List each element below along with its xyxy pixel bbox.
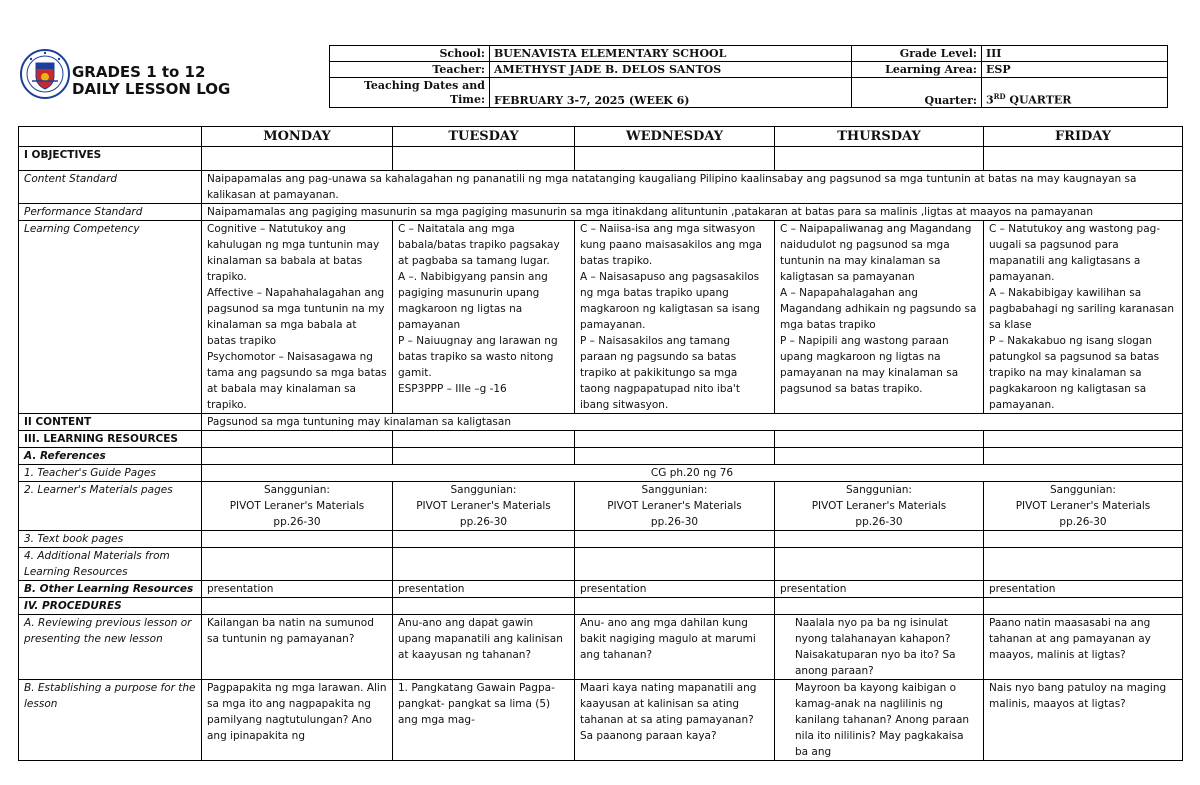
header-info-table	[329, 45, 1168, 108]
day-header-wednesday: WEDNESDAY	[575, 127, 775, 147]
learners-materials-label: 2. Learner's Materials pages	[19, 482, 202, 531]
learners-materials-friday	[984, 482, 1183, 531]
learners-materials-row	[19, 482, 1183, 531]
form-title-line2: DAILY LESSON LOG	[72, 80, 231, 98]
competency-wednesday	[575, 221, 775, 414]
content-standard-label: Content Standard	[19, 171, 202, 204]
competency-item: A – Naisasapuso ang pagsasakilos ng mga batas trapiko upang magkaroon ng kaligtasan sa isang pamayanan.	[580, 271, 760, 331]
teacher-value: AMETHYST JADE B. DELOS SANTOS	[490, 62, 852, 78]
review-tuesday: Anu-ano ang dapat gawin upang mapanatili ang kalinisan at kaayusan ng tahanan?	[393, 615, 575, 680]
learners-materials-wednesday	[575, 482, 775, 531]
lm-source-title: PIVOT Leraner's Materials	[607, 500, 742, 512]
competency-tuesday	[393, 221, 575, 414]
competency-item: A – Nakabibigay kawilihan sa pagbabahagi ng sariling karanasan sa klase	[989, 287, 1174, 331]
competency-item: P – Naiuugnay ang larawan ng batas trapiko sa wasto nitong gamit.	[398, 335, 558, 379]
quarter-word: QUARTER	[1005, 94, 1072, 107]
competency-thursday	[775, 221, 984, 414]
teachers-guide-label: 1. Teacher's Guide Pages	[19, 465, 202, 482]
competency-item: A –. Nabibigyang pansin ang pagiging masunurin upang magkaroon ng ligtas na pamayanan	[398, 271, 548, 331]
competency-item: C – Naipapaliwanag ang Magandang naidudulot ng pagsunod sa mga tuntunin na may kinalaman sa kaligtasan sa pamayanan	[780, 223, 972, 283]
day-header-thursday: THURSDAY	[775, 127, 984, 147]
competency-code: ESP3PPP – IIIe –g -16	[398, 383, 507, 395]
other-resources-thursday: presentation	[775, 581, 984, 598]
procedures-row	[19, 598, 1183, 615]
performance-standard-row	[19, 204, 1183, 221]
grade-level-label: Grade Level:	[852, 46, 982, 62]
additional-materials-label: 4. Additional Materials from Learning Resources	[19, 548, 202, 581]
review-friday: Paano natin maasasabi na ang tahanan at ang pamayanan ay maayos, malinis at ligtas?	[984, 615, 1183, 680]
review-thursday: Naalala nyo pa ba ng isinulat nyong talahanayan kahapon? Naisakatuparan nyo ba ito? Sa anong paraan?	[775, 615, 984, 680]
other-resources-tuesday: presentation	[393, 581, 575, 598]
reviewing-lesson-label: A. Reviewing previous lesson or presenting the new lesson	[19, 615, 202, 680]
establishing-purpose-label: B. Establishing a purpose for the lesson	[19, 680, 202, 761]
other-resources-friday: presentation	[984, 581, 1183, 598]
teaching-dates-label	[330, 78, 490, 108]
day-header-tuesday: TUESDAY	[393, 127, 575, 147]
content-value: Pagsunod sa mga tuntuning may kinalaman sa kaligtasan	[202, 414, 1183, 431]
references-row	[19, 448, 1183, 465]
additional-materials-row	[19, 548, 1183, 581]
purpose-monday: Pagpapakita ng mga larawan. Alin sa mga ito ang nagpapakita ng pamilyang nagtutulungan? Ano ang ipinapakita ng	[202, 680, 393, 761]
objectives-row	[19, 147, 1183, 171]
lm-source-title: PIVOT Leraner's Materials	[416, 500, 551, 512]
lm-source-title: PIVOT Leraner's Materials	[1015, 500, 1151, 512]
competency-item: C – Natutukoy ang wastong pag-uugali sa pagsunod para mapanatili ang kaligtasans a pamayanan.	[989, 223, 1161, 283]
learning-area-label: Learning Area:	[852, 62, 982, 78]
content-heading: II CONTENT	[19, 414, 202, 431]
content-standard-value: Naipapamalas ang pag-unawa sa kahalagahan ng pananatili ng mga natatanging kaugaliang Pilipino kaalinsabay ang pagsunod sa mga tuntunin at batas na may kaugnayan sa kalikasan at pamayanan.	[202, 171, 1183, 204]
lm-source-label: Sanggunian:	[450, 484, 517, 496]
purpose-tuesday: 1. Pangkatang Gawain Pagpa-pangkat- pangkat sa lima (5) ang mga mag-	[393, 680, 575, 761]
learning-area-value: ESP	[982, 62, 1168, 78]
competency-item: Affective – Napahahalagahan ang pagsunod sa mga tuntunin na my kinalaman sa mga babala at batas trapiko	[207, 287, 385, 347]
school-value: BUENAVISTA ELEMENTARY SCHOOL	[490, 46, 852, 62]
references-heading: A. References	[19, 448, 202, 465]
review-wednesday: Anu- ano ang mga dahilan kung bakit nagiging magulo at marumi ang tahanan?	[575, 615, 775, 680]
establishing-purpose-row	[19, 680, 1183, 761]
form-title-line1: GRADES 1 to 12	[72, 63, 206, 81]
reviewing-lesson-row	[19, 615, 1183, 680]
competency-item: Psychomotor – Naisasagawa ng tama ang pagsundo sa mga batas at babala may kinalaman sa trapiko.	[207, 351, 387, 411]
competency-item: Cognitive – Natutukoy ang kahulugan ng mga tuntunin may kinalaman sa babala at batas trapiko.	[207, 223, 380, 283]
teaching-dates-value: FEBRUARY 3-7, 2025 (WEEK 6)	[490, 78, 852, 108]
learners-materials-monday	[202, 482, 393, 531]
quarter-suffix: RD	[993, 92, 1006, 102]
objectives-heading: I OBJECTIVES	[19, 147, 202, 171]
purpose-wednesday: Maari kaya nating mapanatili ang kaayusan at kalinisan sa ating tahanan at sa ating pamayanan? Sa paanong paraan kaya?	[575, 680, 775, 761]
deped-seal-logo	[20, 47, 70, 101]
learning-competency-row	[19, 221, 1183, 414]
competency-item: P – Napipili ang wastong paraan upang magkaroon ng ligtas na pamayanan na may kinalaman sa pagsunod sa batas trapiko.	[780, 335, 959, 395]
other-resources-wednesday: presentation	[575, 581, 775, 598]
competency-item: P – Nakakabuo ng isang slogan patungkol sa pagsunod sa batas trapiko na may kinalaman sa pagkakaroon ng kaligtasan sa pamayanan.	[989, 335, 1160, 411]
lm-source-title: PIVOT Leraner's Materials	[811, 500, 947, 512]
learning-resources-heading: III. LEARNING RESOURCES	[19, 431, 202, 448]
lm-source-label: Sanggunian:	[264, 484, 330, 496]
teaching-dates-label-line1: Teaching Dates and	[363, 79, 485, 92]
lm-source-pages: pp.26-30	[650, 516, 699, 528]
competency-item: A – Napapahalagahan ang Magandang adhikain ng pagsundo sa mga batas trapiko	[780, 287, 977, 331]
lm-source-pages: pp.26-30	[273, 516, 321, 528]
lm-source-label: Sanggunian:	[1050, 484, 1116, 496]
lm-source-pages: pp.26-30	[1059, 516, 1107, 528]
competency-item: P – Naisasakilos ang tamang paraan ng pagsundo sa batas trapiko at pakikitungo sa mga taong nagpapatupad nito iba't ibang sitwasyon.	[580, 335, 740, 411]
competency-monday	[202, 221, 393, 414]
teachers-guide-row	[19, 465, 1183, 482]
learners-materials-tuesday	[393, 482, 575, 531]
learning-resources-row	[19, 431, 1183, 448]
content-standard-row	[19, 171, 1183, 204]
quarter-value	[982, 78, 1168, 108]
competency-item: C – Naiisa-isa ang mga sitwasyon kung paano maisasakilos ang mga batas trapiko.	[580, 223, 762, 267]
form-title	[72, 64, 230, 98]
grade-level-value: III	[982, 46, 1168, 62]
content-row	[19, 414, 1183, 431]
corner-cell	[19, 127, 202, 147]
teacher-label: Teacher:	[330, 62, 490, 78]
textbook-label: 3. Text book pages	[19, 531, 202, 548]
lm-source-pages: pp.26-30	[855, 516, 903, 528]
teachers-guide-value: CG ph.20 ng 76	[202, 465, 1183, 482]
purpose-thursday: Mayroon ba kayong kaibigan o kamag-anak na naglilinis ng kanilang tahanan? Anong paraan nila ito nililinis? May pagkakaisa ba ang	[775, 680, 984, 761]
lm-source-pages: pp.26-30	[459, 516, 508, 528]
day-header-friday: FRIDAY	[984, 127, 1183, 147]
daily-lesson-log-table	[18, 126, 1183, 761]
school-label: School:	[330, 46, 490, 62]
performance-standard-value: Naipamamalas ang pagiging masunurin sa mga pagiging masunurin sa mga itinakdang alituntunin ,patakaran at batas para sa malinis ,ligtas at maayos na pamayanan	[202, 204, 1183, 221]
other-resources-row	[19, 581, 1183, 598]
other-resources-label: B. Other Learning Resources	[19, 581, 202, 598]
learners-materials-thursday	[775, 482, 984, 531]
quarter-number: 3	[986, 94, 994, 107]
lm-source-title: PIVOT Leraner's Materials	[229, 500, 365, 512]
teaching-dates-label-line2: Time:	[449, 93, 485, 106]
lm-source-label: Sanggunian:	[846, 484, 912, 496]
performance-standard-label: Performance Standard	[19, 204, 202, 221]
competency-item: C – Naitatala ang mga babala/batas trapiko pagsakay at pagbaba sa tamang lugar.	[398, 223, 560, 267]
learning-competency-label: Learning Competency	[19, 221, 202, 414]
review-monday: Kailangan ba natin na sumunod sa tuntunin ng pamayanan?	[202, 615, 393, 680]
textbook-row	[19, 531, 1183, 548]
day-header-monday: MONDAY	[202, 127, 393, 147]
other-resources-monday: presentation	[202, 581, 393, 598]
competency-friday	[984, 221, 1183, 414]
purpose-friday: Nais nyo bang patuloy na maging malinis, maayos at ligtas?	[984, 680, 1183, 761]
procedures-heading: IV. PROCEDURES	[19, 598, 202, 615]
quarter-label: Quarter:	[852, 78, 982, 108]
lm-source-label: Sanggunian:	[641, 484, 708, 496]
day-header-row	[19, 127, 1183, 147]
